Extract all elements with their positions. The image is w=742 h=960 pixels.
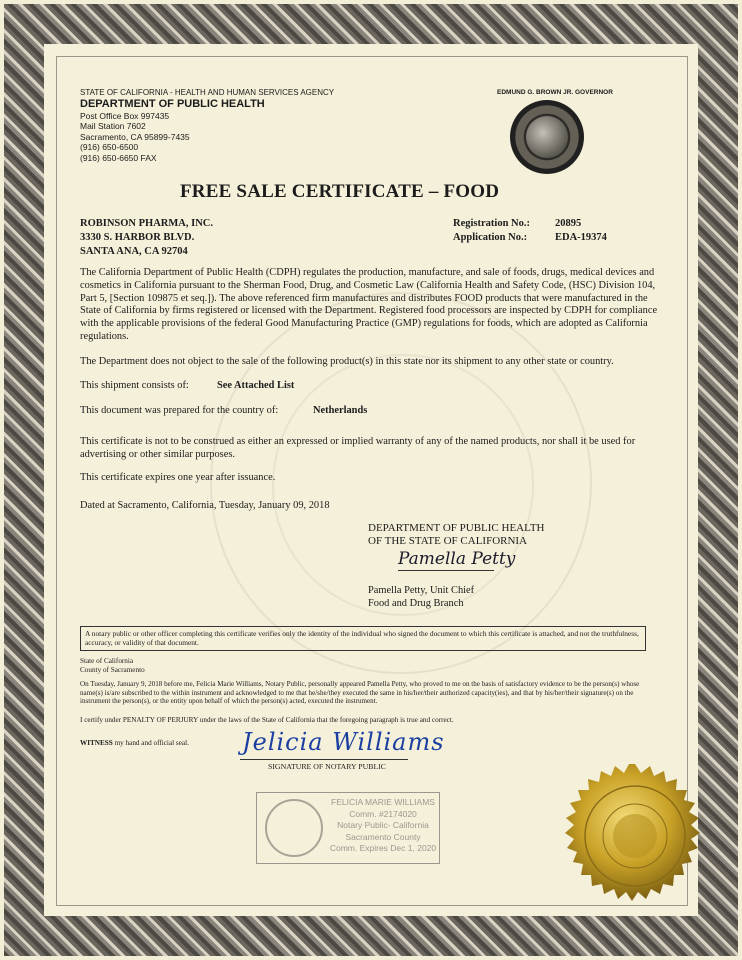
dated-line: Dated at Sacramento, California, Tuesday, January 09, 2018 xyxy=(80,500,330,511)
chief-signature: Pamella Petty xyxy=(398,549,516,569)
california-seal-icon xyxy=(510,100,584,174)
country-value: Netherlands xyxy=(313,405,368,416)
agency-name: STATE OF CALIFORNIA - HEALTH AND HUMAN SERVICES AGENCY xyxy=(80,88,335,97)
registration-values: 20895 EDA-19374 xyxy=(555,218,607,243)
shipment-label: This shipment consists of: xyxy=(80,380,189,391)
witness-line xyxy=(80,739,189,747)
gold-foil-seal xyxy=(556,763,714,921)
registration-labels: Registration No.: Application No.: xyxy=(453,218,530,243)
notary-seal-icon xyxy=(265,799,323,857)
country-row xyxy=(80,405,368,416)
shipment-value: See Attached List xyxy=(217,380,295,391)
department-name: DEPARTMENT OF PUBLIC HEALTH xyxy=(80,98,265,110)
expiry-paragraph: This certificate expires one year after issuance. xyxy=(80,472,276,483)
no-objection-paragraph: The Department does not object to the sale of the following product(s) in this state nor its shipment to any other state or country. xyxy=(80,356,614,367)
signer-title: Pamella Petty, Unit Chief Food and Drug Branch xyxy=(368,585,475,609)
notary-stamp-text: FELICIA MARIE WILLIAMS Comm. #2174020 Notary Public- California Sacramento County Comm. Expires Dec 1, 2020 xyxy=(329,797,437,853)
department-signature-block: DEPARTMENT OF PUBLIC HEALTH OF THE STATE OF CALIFORNIA xyxy=(368,522,545,547)
department-address: Post Office Box 997435 Mail Station 7602 Sacramento, CA 95899-7435 (916) 650-6500 (916) 650-6650 FAX xyxy=(80,111,190,163)
regulation-paragraph: The California Department of Public Health (CDPH) regulates the production, manufacture, and sale of foods, drugs, medical devices and cosmetics in California pursuant to the Sherman Food, Drug, and Cosmetic Law (California Health and Safety Code, (HSC) Division 104, Part 5, [Section 109875 et seq.]). The above referenced firm manufactures and distributes FOOD products that were manufactured in the State of California by firms registered or licensed with the Department. Registered food processors are inspected by CDPH for compliance with the applicable provisions of the federal Good Manufacturing Practice (GMP) regulations for foods, which are adopted as California regulations. xyxy=(80,267,658,342)
shipment-row xyxy=(80,380,295,391)
notary-venue: State of California County of Sacramento xyxy=(80,657,145,674)
country-label: This document was prepared for the country of: xyxy=(80,405,279,416)
warranty-paragraph: This certificate is not to be construed as either an expressed or implied warranty of any of the named products, nor shall it be used for advertising or other similar purposes. xyxy=(80,436,636,460)
certificate-title: FREE SALE CERTIFICATE – FOOD xyxy=(180,181,500,202)
notary-signature-label: SIGNATURE OF NOTARY PUBLIC xyxy=(268,762,386,771)
notary-acknowledgment: On Tuesday, January 9, 2018 before me, Felicia Marie Williams, Notary Public, personally appeared Pamella Petty, who proved to me on the basis of satisfactory evidence to be the person(s) whose name(s) is/are subscribed to the within instrument and acknowledged to me that he/she/they executed the same in his/her/their authorized capacity(ies), and that by his/her/their signature(s) on the instrument the person(s), or the entity upon behalf of which the person(s) acted, executed the instrument. xyxy=(80,680,640,706)
notary-stamp xyxy=(256,792,440,864)
firm-address: ROBINSON PHARMA, INC. 3330 S. HARBOR BLVD. SANTA ANA, CA 92704 xyxy=(80,218,214,257)
governor-name: EDMUND G. BROWN JR. GOVERNOR xyxy=(497,89,613,96)
notary-disclaimer-box: A notary public or other officer completing this certificate verifies only the identity of the individual who signed the document to which this certificate is attached, and not the truthfulness, accuracy, or validity of that document. xyxy=(80,626,646,651)
signature-line xyxy=(398,570,494,571)
perjury-statement: I certify under PENALTY OF PERJURY under the laws of the State of California that the foregoing paragraph is true and correct. xyxy=(80,716,454,724)
notary-signature-line xyxy=(240,759,408,760)
notary-signature: Jelicia Williams xyxy=(242,728,445,756)
witness-rest: my hand and official seal. xyxy=(112,739,189,747)
witness-bold: WITNESS xyxy=(80,739,113,747)
